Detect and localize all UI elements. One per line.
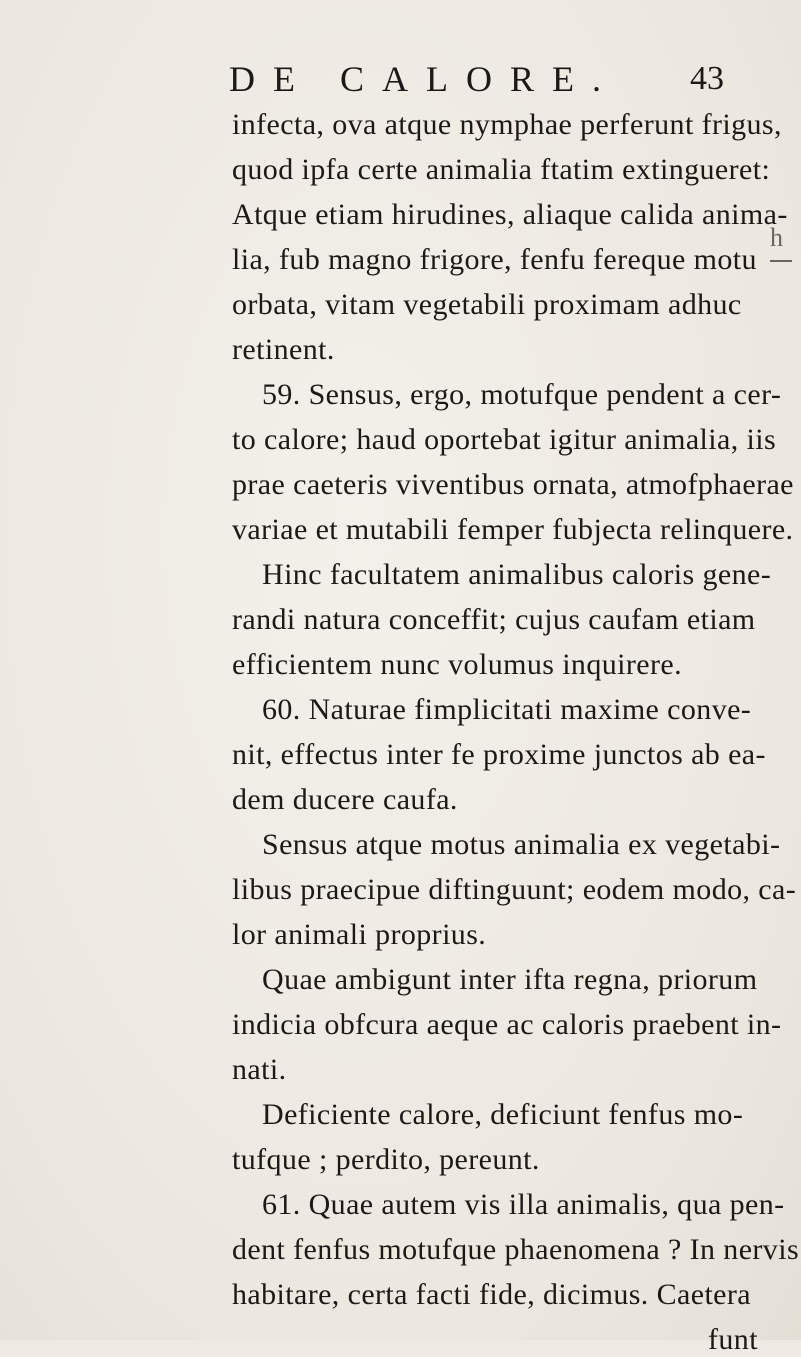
text-line: quod ipfa certe animalia ftatim extingueret: — [232, 153, 771, 186]
text-line: 59. Sensus, ergo, motufque pendent a cer- — [262, 378, 782, 411]
text-line: infecta, ova atque nymphae perferunt frigus, — [232, 108, 782, 141]
text-line: indicia obfcura aeque ac caloris praebent in- — [232, 1008, 782, 1041]
margin-mark: h — [770, 223, 783, 252]
text-line: Quae ambigunt inter ifta regna, priorum — [262, 963, 758, 996]
text-line: to calore; haud oportebat igitur animalia, iis — [232, 423, 777, 456]
text-line: randi natura conceffit; cujus caufam etiam — [232, 603, 756, 636]
text-line: prae caeteris viventibus ornata, atmofphaerae — [232, 468, 794, 501]
margin-rule — [770, 260, 792, 262]
text-line: dem ducere caufa. — [232, 783, 458, 816]
text-line: libus praecipue diftinguunt; eodem modo, ca- — [232, 873, 797, 906]
text-line: nit, effectus inter fe proxime junctos ab ea- — [232, 738, 766, 771]
running-head: DE CALORE. — [229, 59, 619, 99]
text-line: orbata, vitam vegetabili proximam adhuc — [232, 288, 742, 321]
text-line: Atque etiam hirudines, aliaque calida anima- — [232, 198, 788, 231]
text-line: habitare, certa facti fide, dicimus. Caetera — [232, 1278, 752, 1311]
text-line: nati. — [232, 1053, 287, 1086]
text-line: efficientem nunc volumus inquirere. — [232, 648, 682, 681]
page-header — [0, 58, 801, 110]
text-line: variae et mutabili femper fubjecta relinquere. — [232, 513, 794, 546]
text-line: Deficiente calore, deficiunt fenfus mo- — [262, 1098, 744, 1131]
text-line: lia, fub magno frigore, fenfu fereque motu — [232, 243, 757, 276]
text-line: lor animali proprius. — [232, 918, 487, 951]
text-line: dent fenfus motufque phaenomena ? In nervis — [232, 1233, 800, 1266]
catchword: funt — [708, 1323, 758, 1356]
page-number: 43 — [690, 60, 724, 97]
text-line: tufque ; perdito, pereunt. — [232, 1143, 540, 1176]
text-line: Hinc facultatem animalibus caloris gene- — [262, 558, 772, 591]
text-line: Sensus atque motus animalia ex vegetabi- — [262, 828, 781, 861]
text-line: retinent. — [232, 333, 335, 366]
text-line: 61. Quae autem vis illa animalis, qua pen- — [262, 1188, 785, 1221]
text-line: 60. Naturae fimplicitati maxime conve- — [262, 693, 752, 726]
